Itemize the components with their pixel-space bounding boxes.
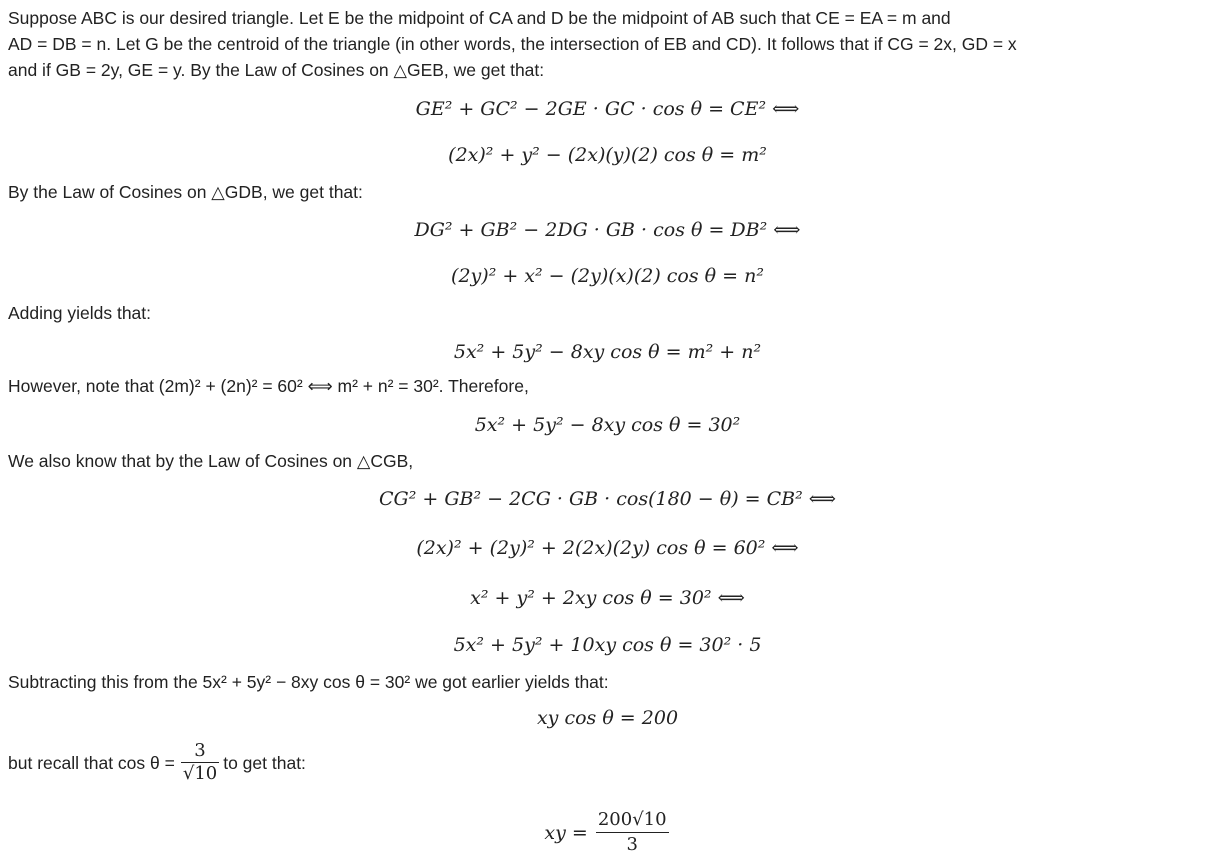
paragraph-line-4: By the Law of Cosines on △GDB, we get that: (8, 182, 363, 202)
paragraph-line-8: Subtracting this from the 5x² + 5y² − 8xy cos θ = 30² we got earlier yields that: (8, 672, 609, 692)
paragraph-line-7: We also know that by the Law of Cosines on △CGB, (8, 451, 414, 471)
paragraph-line-6: However, note that (2m)² + (2n)² = 60² ⟺ m² + n² = 30². Therefore, (8, 376, 529, 396)
final-fraction-numerator: 200√10 (596, 808, 669, 833)
equation-12 (0, 808, 1215, 857)
cos-fraction-denominator: √10 (182, 763, 218, 784)
equation-3: DG² + GB² − 2DG · GB · cos θ = DB² ⟺ (414, 219, 801, 241)
equation-6: 5x² + 5y² − 8xy cos θ = 30² (474, 414, 741, 436)
equation-7: CG² + GB² − 2CG · GB · cos(180 − θ) = CB² ⟺ (378, 488, 837, 510)
paragraph-line-9 (8, 740, 306, 785)
equation-9: x² + y² + 2xy cos θ = 30² ⟺ (470, 587, 745, 609)
paragraph-line-2: AD = DB = n. Let G be the centroid of the triangle (in other words, the intersection of EB and CD). It follows that if CG = 2x, GD = x (8, 34, 1017, 54)
equation-2: (2x)² + y² − (2x)(y)(2) cos θ = m² (448, 144, 767, 166)
paragraph-line-3: and if GB = 2y, GE = y. By the Law of Cosines on △GEB, we get that: (8, 60, 545, 80)
equation-11: xy cos θ = 200 (536, 707, 679, 729)
paragraph-line-1: Suppose ABC is our desired triangle. Let E be the midpoint of CA and D be the midpoint of AB such that CE = EA = m and (8, 8, 951, 28)
cos-recall-text: but recall that cos θ = (8, 752, 175, 773)
cos-fraction (181, 740, 219, 785)
equation-10: 5x² + 5y² + 10xy cos θ = 30² · 5 (453, 634, 762, 656)
equation-4: (2y)² + x² − (2y)(x)(2) cos θ = n² (451, 265, 764, 287)
final-fraction (596, 808, 669, 857)
xy-equals-label: xy = (544, 821, 588, 844)
equation-1: GE² + GC² − 2GE · GC · cos θ = CE² ⟺ (415, 98, 800, 120)
paragraph-line-5: Adding yields that: (8, 303, 152, 323)
equation-8: (2x)² + (2y)² + 2(2x)(2y) cos θ = 60² ⟺ (416, 537, 799, 559)
equation-5: 5x² + 5y² − 8xy cos θ = m² + n² (453, 341, 762, 363)
cos-fraction-numerator: 3 (181, 740, 219, 763)
final-fraction-denominator: 3 (626, 834, 638, 855)
to-get-that-text: to get that: (223, 752, 306, 773)
